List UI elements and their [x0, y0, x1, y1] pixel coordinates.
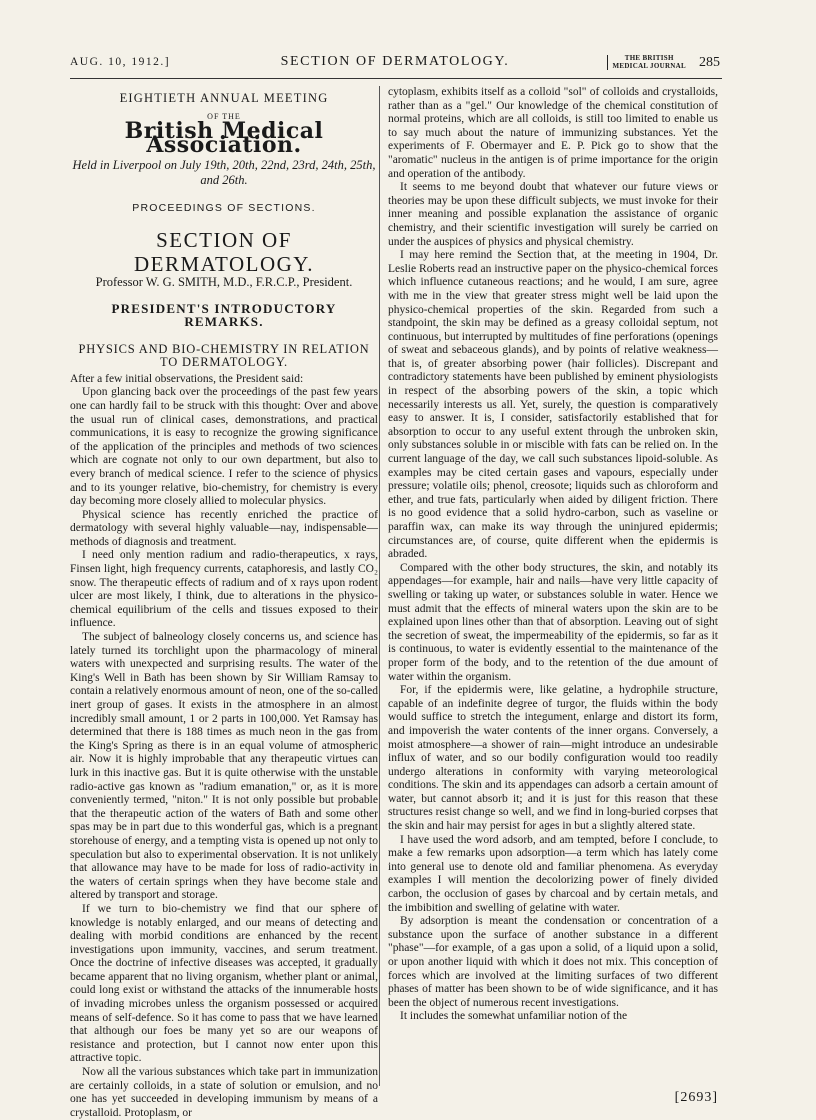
body-paragraph: It seems to me beyond doubt that whatever our future views or theories may be upon these difficult subjects, we must invoke for their inner meaning and possible explanation the assistance of organic chemistry, and their scientific investigation will surely be carried on under the auspices of physics and physical chemistry.: [388, 181, 718, 248]
body-paragraph: cytoplasm, exhibits itself as a colloid "sol" of colloids and crystalloids, rather than as a "gel." Our knowledge of the chemical constitution of normal proteins, which are all colloids, is still too limited to enable us to say much about the nature of immunizing substances. Yet the experiments of F. Obermayer and E. P. Pick go to show that the "aromatic" nucleus in the antigen is of prime importance for the origin and operation of the antibody.: [388, 86, 718, 180]
running-header: [70, 54, 720, 74]
body-paragraph: After a few initial observations, the President said:: [70, 372, 304, 385]
association-name: British Medical Association.: [124, 118, 324, 158]
body-paragraph: By adsorption is meant the condensation or concentration of a substance upon the surface of another substance in a different "phase"—for example, of a gas upon a solid, of a liquid upon a solid, or upon another liquid with which it does not mix. This conception of forces which are involved at the limiting surfaces of two different phases of matter has been shown to be of wide significance, and it has been the object of numerous recent investigations.: [388, 915, 718, 1009]
page-number: 285: [699, 55, 720, 70]
meeting-title: EIGHTIETH ANNUAL MEETING: [119, 91, 329, 105]
right-column: [388, 86, 718, 1024]
remarks-heading: PRESIDENT'S INTRODUCTORY REMARKS.: [111, 300, 337, 330]
left-column: [70, 86, 378, 1120]
body-paragraph: I need only mention radium and radio-therapeutics, x rays, Finsen light, high frequency currents, cataphoresis, and lastly CO₂ snow. The therapeutic effects of radium and of x rays upon rodent ulcer are most likely, I think, due to alterations in the physico-chemical equilibrium of the cells and tissues exposed to their influence.: [70, 549, 378, 630]
article-subject: PHYSICS AND BIO-CHEMISTRY IN RELATION TO DERMATOLOGY.: [78, 341, 370, 370]
body-paragraph: Now all the various substances which take part in immunization are certainly colloids, in a state of solution or emulsion, and no one has yet succeeded in developing immunism by means of a crystalloid. Protoplasm, or: [70, 1066, 378, 1119]
president-line: Professor W. G. SMITH, M.D., F.R.C.P., President.: [95, 274, 353, 289]
journal-logo: [607, 55, 686, 70]
section-title: SECTION OF DERMATOLOGY.: [134, 227, 314, 276]
journal-logo-line2: MEDICAL JOURNAL: [612, 61, 686, 70]
journal-logo-line1: THE BRITISH: [624, 54, 674, 62]
body-paragraph: Upon glancing back over the proceedings of the past few years one can hardly fail to be struck with this thought: Over and above the usual run of clinical cases, demonstrations, and practical communications, it is easy to recognize the growing significance of the application of the principles and methods of two sciences which are cognate not only to our own department, but also to every branch of medical science. I refer to the science of physics and to its younger relative, bio-chemistry, for chemistry is every day becoming more closely allied to molecular physics.: [70, 386, 378, 508]
body-paragraph: Physical science has recently enriched the practice of dermatology with several highly valuable—nay, indispensable—methods of diagnosis and treatment.: [70, 508, 378, 548]
header-rule: [70, 78, 722, 79]
proceedings-heading: PROCEEDINGS OF SECTIONS.: [132, 202, 316, 215]
body-paragraph: Compared with the other body structures, the skin, and notably its appendages—for example, hair and nails—have very little capacity of swelling or taking up water, or substances soluble in water. Hence we must admit that the effects of mineral waters upon the skin are to be explained upon lines other than that of absorption. Leaving out of sight the secretion of sweat, the impermeability of the epidermis, so far as it is continuous, to water is evidently essential to the maintenance of the proper form of the body, and to the retention of the due amount of water within the organism.: [388, 561, 718, 683]
body-paragraph: It includes the somewhat unfamiliar notion of the: [400, 1010, 628, 1023]
body-paragraph: I may here remind the Section that, at the meeting in 1904, Dr. Leslie Roberts read an instructive paper on the physico-chemical forces which influence cutaneous reactions; and he would, I am sure, agree with me in the view that greater stress might well be laid upon the physico-chemical properties of the skin. Regarded from such a standpoint, the skin may be defined as a greasy colloidal septum, not continuous, but interrupted by multitudes of fine perforations (openings of sweat and sebaceous glands), and by points of relative weakness—that is, of greater absorbing power (hair follicles). Discrepant and contradictory statements have been published by eminent physiologists in respect of the absorbing powers of the skin, a topic which necessarily interests us all. Yet, surely, the question is comparatively easy to answer. It is, I consider, satisfactorily established that for absorption to occur to any useful extent through the unbroken skin, only substances soluble in or miscible with fats can be relied on. In the current language of the day, we call such substances lipoid-soluble. As examples may be cited certain gases and vapours, especially under pressure; volatile oils; phenol, creosote; liquids such as chloroform and ether, and true fats, particularly when aided by diligent friction. There is no good evidence that a solid hydro-carbon, such as vaseline or paraffin wax, can make its way through the uninjured epidermis; circumstances are, of course, quite different when the epidermis is abraded.: [388, 249, 718, 561]
catalog-number: [2693]: [674, 1090, 718, 1105]
column-divider: [379, 86, 380, 1086]
body-paragraph: The subject of balneology closely concerns us, and science has lately turned its torchlight upon the pharmacology of mineral waters with unexpected and surprising results. The water of the King's Well in Bath has been shown by Sir William Ramsay to contain a relatively enormous amount of neon, one of the so-called inert group of gases. It exists in the atmosphere in an almost incredibly small amount, 1 or 2 parts in 100,000. Yet Ramsay has determined that there is 188 times as much neon in the gas from the King's Spring as there is in an equal volume of atmospheric air. Now it is highly improbable that any therapeutic virtues can lurk in this inactive gas. But it is quite otherwise with the unstable radio-active gas known as "radium emanation," or, as it is more conveniently termed, "niton." It is not only possible but probable that the therapeutic action of the waters of Bath and some other spas may be in part due to this wonderful gas, which is a pregnant storehouse of energy, and a tempting vista is opened up not only to speculation but also to experimental observation. It is not unlikely that allowance may have to be made for loss of radio-activity in the waters of certain springs when they have become stale and altered by transport and storage.: [70, 631, 378, 902]
meeting-location-dates: Held in Liverpool on July 19th, 20th, 22nd, 23rd, 24th, 25th, and 26th.: [72, 158, 376, 188]
running-title: SECTION OF DERMATOLOGY.: [280, 54, 510, 69]
body-paragraph: If we turn to bio-chemistry we find that our sphere of knowledge is notably enlarged, and our means of detecting and dealing with morbid conditions are enhanced by the recent investigations upon immunity, vaccines, and serum treatment. Once the doctrine of infective diseases was accepted, it gradually became apparent that no living organism, whether plant or animal, could long exist or withstand the attacks of the innumerable hosts of invading microbes unless the organism possessed or acquired means of self-defence. So it has come to pass that we have learned that although our foes be many yet so are our weapons of resistance and protection, but I cannot now enter upon this attractive topic.: [70, 902, 378, 1065]
body-paragraph: I have used the word adsorb, and am tempted, before I conclude, to make a few remarks upon adsorption—a term which has lately come into general use to denote old and familiar phenomena. As everyday examples I will mention the decolorizing power of finely divided carbon, the occlusion of gases by charcoal and by certain metals, and the imbibition and swelling of gelatine with water.: [388, 833, 718, 914]
of-the-label: OF THE: [207, 111, 241, 121]
issue-date: AUG. 10, 1912.]: [70, 56, 171, 68]
body-paragraph: For, if the epidermis were, like gelatine, a hydrophile structure, capable of an indefinite degree of turgor, the fluids within the body would suffice to stretch the integument, enlarge and distort its form, and impoverish the water contents of the inner organs. Conversely, a moist atmosphere—a shower of rain—might introduce an undesirable influx of water, and so our bodily configuration would too readily undergo alterations in conformity with varying meteorological conditions. The skin and its appendages can adsorb a certain amount of water, but cannot absorb it; and it is just for this reason that these structures resist change so well, and we find in long-buried corpses that the skin and hair may persist for ages in but a slightly altered state.: [388, 684, 718, 833]
